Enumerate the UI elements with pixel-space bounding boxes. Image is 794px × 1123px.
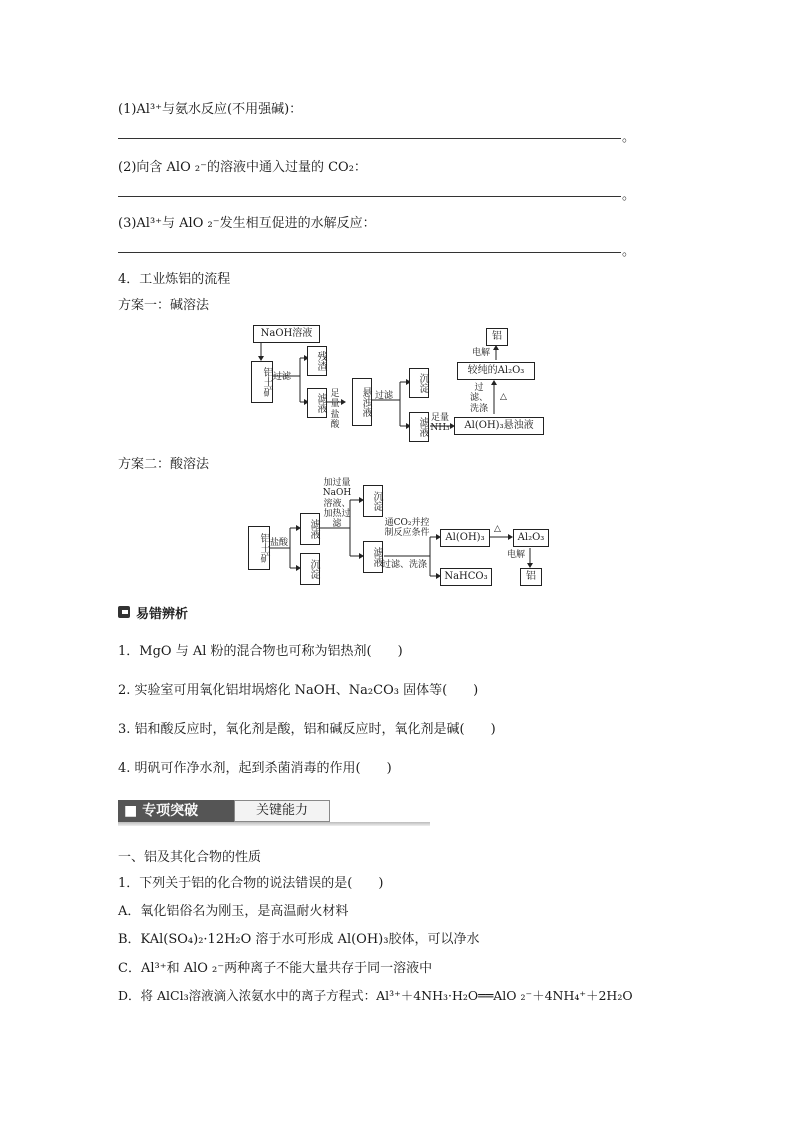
misconception-item-4: 4. 明矾可作净水剂，起到杀菌消毒的作用( ) bbox=[118, 761, 392, 776]
naoh-heat-filter-label: 加过量NaOH溶液、加热过滤 bbox=[322, 478, 352, 530]
heat-symbol-2: △ bbox=[494, 524, 501, 534]
pure-alumina-box: 较纯的Al₂O₃ bbox=[457, 362, 535, 380]
scheme-2-title: 方案二：酸溶法 bbox=[118, 457, 210, 472]
residue-box: 残渣 bbox=[307, 346, 327, 376]
bauxite-box: 铝土矿 bbox=[251, 361, 273, 403]
precipitate-box: 沉淀 bbox=[409, 368, 429, 398]
filter-label-1: 过滤 bbox=[273, 372, 292, 382]
misconception-item-2: 2. 实验室可用氧化铝坩埚熔化 NaOH、Na₂CO₃ 固体等( ) bbox=[118, 683, 479, 698]
section-banner bbox=[118, 800, 430, 824]
filter-wash-label-2: 过滤、洗涤 bbox=[382, 560, 428, 570]
scheme-1-title: 方案一：碱溶法 bbox=[118, 298, 210, 313]
filter-label-2: 过滤 bbox=[375, 391, 394, 401]
aloh3-box: Al(OH)₃ bbox=[440, 529, 490, 547]
question-2-label: (2)向含 AlO ₂⁻的溶液中通入过量的 CO₂： bbox=[118, 160, 367, 175]
misconception-title: 易错辨析 bbox=[136, 607, 189, 622]
acid-label: 盐酸 bbox=[270, 538, 289, 548]
period-2: 。 bbox=[622, 188, 636, 203]
aluminum-box-2: 铝 bbox=[520, 568, 542, 586]
banner-label-key-ability: 关键能力 bbox=[234, 800, 330, 822]
misconception-item-1: 1．MgO 与 Al 粉的混合物也可称为铝热剂( ) bbox=[118, 644, 403, 659]
aluminum-box-1: 铝 bbox=[486, 328, 508, 346]
option-c: C．Al³⁺和 AlO ₂⁻两种离子不能大量共存于同一溶液中 bbox=[118, 961, 433, 976]
nahco3-box: NaHCO₃ bbox=[440, 568, 492, 586]
misconception-item-3: 3. 铝和酸反应时，氧化剂是酸，铝和碱反应时，氧化剂是碱( ) bbox=[118, 722, 496, 737]
bauxite-box-2: 铝土矿 bbox=[248, 526, 270, 570]
heat-symbol-1: △ bbox=[500, 392, 507, 402]
filter-wash-label: 过滤、洗涤 bbox=[469, 383, 488, 414]
aloh3-suspension-box: Al(OH)₃悬浊液 bbox=[454, 417, 544, 435]
option-a: A．氧化铝俗名为刚玉，是高温耐火材料 bbox=[118, 904, 349, 919]
option-d: D．将 AlCl₃溶液滴入浓氨水中的离子方程式：Al³⁺＋4NH₃·H₂O══AlO ₂⁻＋4NH₄⁺＋2H₂O bbox=[118, 988, 633, 1003]
question-3-label: (3)Al³⁺与 AlO ₂⁻发生相互促进的水解反应： bbox=[118, 216, 376, 231]
period-3: 。 bbox=[622, 244, 636, 259]
misconception-icon bbox=[118, 606, 130, 618]
electrolysis-label-1: 电解 bbox=[472, 348, 491, 358]
period-1: 。 bbox=[622, 130, 636, 145]
precipitate-box-s2-1: 沉淀 bbox=[300, 553, 320, 585]
precipitate-box-s2-2: 沉淀 bbox=[363, 485, 383, 517]
filtrate-box-s2-1: 滤液 bbox=[300, 513, 320, 545]
banner-label-special: ■ 专项突破 bbox=[118, 800, 234, 822]
banner-underline bbox=[118, 822, 430, 826]
excess-nh3-label: 足量NH₃ bbox=[430, 413, 450, 434]
question-1-label: (1)Al³⁺与氨水反应(不用强碱)： bbox=[118, 102, 303, 117]
naoh-solution-box: NaOH溶液 bbox=[253, 325, 320, 343]
suspension-box: 悬浊液 bbox=[352, 378, 372, 426]
filtrate-box-2: 滤液 bbox=[409, 412, 429, 442]
part-1-title: 一、铝及其化合物的性质 bbox=[118, 850, 262, 865]
question-1-stem: 1．下列关于铝的化合物的说法错误的是( ) bbox=[118, 876, 384, 891]
excess-acid-label: 足量盐酸 bbox=[330, 389, 340, 431]
option-b: B．KAl(SO₄)₂·12H₂O 溶于水可形成 Al(OH)₃胶体，可以净水 bbox=[118, 932, 480, 947]
electrolysis-label-2: 电解 bbox=[507, 550, 526, 560]
section-4-title: 4．工业炼铝的流程 bbox=[118, 272, 231, 287]
filtrate-box-1: 滤液 bbox=[307, 388, 327, 418]
co2-control-label: 通CO₂并控制反应条件 bbox=[384, 518, 430, 539]
alumina-box-2: Al₂O₃ bbox=[513, 529, 549, 547]
filtrate-box-s2-2: 滤液 bbox=[363, 541, 383, 573]
